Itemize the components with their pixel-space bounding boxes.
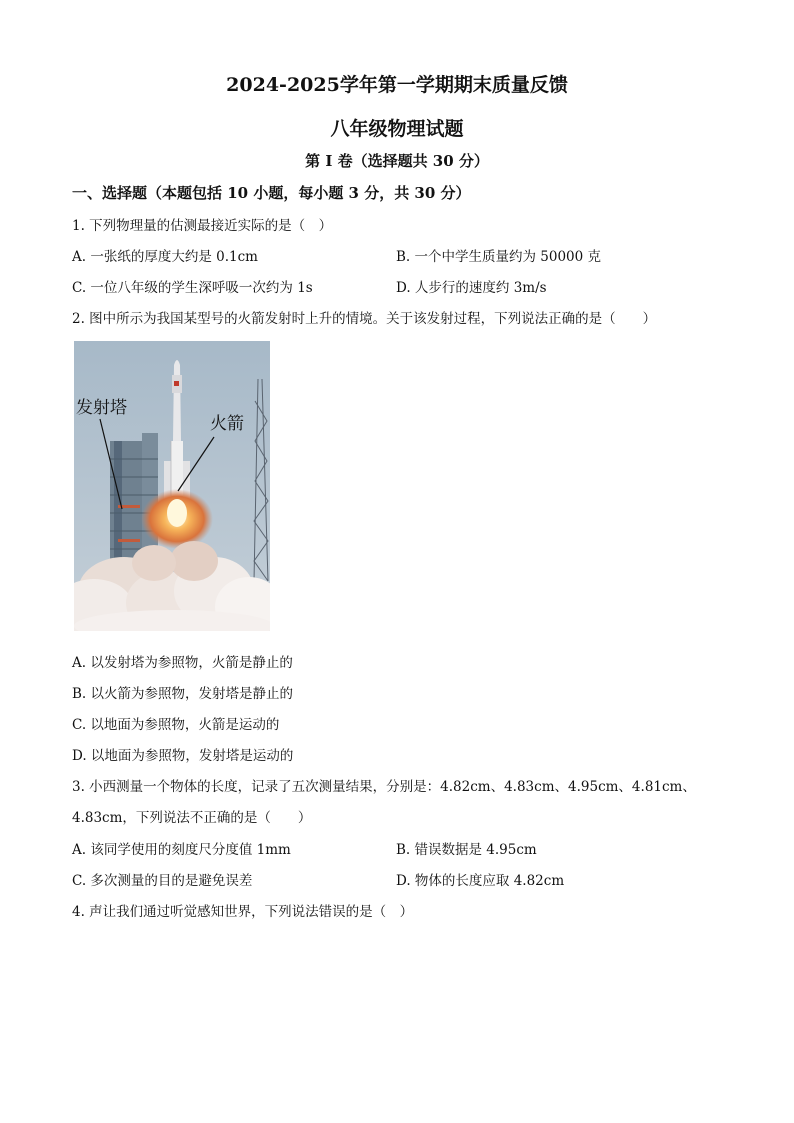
- rocket-launch-figure: [74, 341, 270, 631]
- rocket-launch-illustration: [74, 341, 270, 631]
- question-1-option-a: A. 一张纸的厚度大约是 0.1cm: [72, 249, 258, 265]
- question-3-stem-line-2: 4.83cm，下列说法不正确的是（ ）: [72, 810, 312, 826]
- question-2-stem: 2. 图中所示为我国某型号的火箭发射时上升的情境。关于该发射过程，下列说法正确的是（ ）: [72, 311, 657, 327]
- exam-title: 2024-2025学年第一学期期末质量反馈: [226, 74, 568, 96]
- question-1-stem: 1. 下列物理量的估测最接近实际的是（ ）: [72, 218, 333, 234]
- question-2-option-b: B. 以火箭为参照物，发射塔是静止的: [72, 686, 294, 702]
- question-2-option-c: C. 以地面为参照物，火箭是运动的: [72, 717, 280, 733]
- question-3-option-d: D. 物体的长度应取 4.82cm: [396, 873, 565, 889]
- question-3-option-c: C. 多次测量的目的是避免误差: [72, 873, 253, 889]
- question-2-option-a: A. 以发射塔为参照物，火箭是静止的: [72, 655, 293, 671]
- question-1-option-d: D. 人步行的速度约 3m/s: [396, 280, 547, 296]
- question-1-option-b: B. 一个中学生质量约为 50000 克: [396, 249, 602, 265]
- section-heading: 一、选择题（本题包括 10 小题，每小题 3 分，共 30 分）: [72, 184, 471, 202]
- exam-subtitle: 八年级物理试题: [330, 118, 464, 140]
- question-3-option-b: B. 错误数据是 4.95cm: [396, 842, 537, 858]
- question-3-stem-line-1: 3. 小西测量一个物体的长度，记录了五次测量结果，分别是：4.82cm、4.83cm、4.95cm、4.81cm、: [72, 779, 696, 795]
- volume-heading: 第 I 卷（选择题共 30 分）: [305, 152, 489, 170]
- question-2-option-d: D. 以地面为参照物，发射塔是运动的: [72, 748, 294, 764]
- question-1-option-c: C. 一位八年级的学生深呼吸一次约为 1s: [72, 280, 313, 296]
- exhaust-plume: [141, 489, 213, 549]
- question-4-stem: 4. 声让我们通过听觉感知世界，下列说法错误的是（ ）: [72, 904, 414, 920]
- rocket-label: 火箭: [210, 414, 244, 434]
- question-3-option-a: A. 该同学使用的刻度尺分度值 1mm: [72, 842, 291, 858]
- tower-label: 发射塔: [76, 398, 127, 418]
